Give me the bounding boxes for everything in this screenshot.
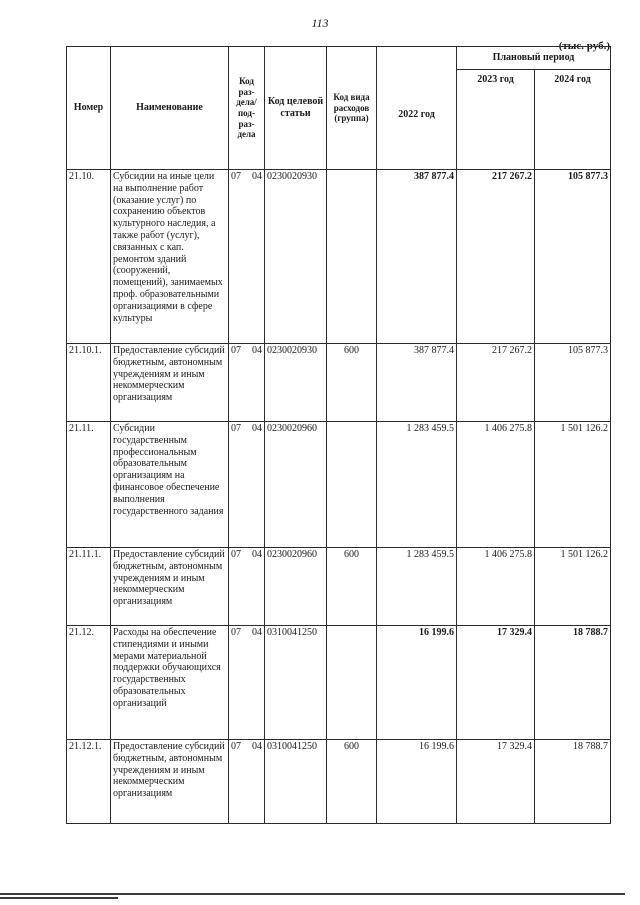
table-row xyxy=(67,626,611,740)
table-row xyxy=(67,548,611,626)
table-row xyxy=(67,344,611,422)
header-name: Наименование xyxy=(111,47,229,170)
row-2024: 18 788.7 xyxy=(535,626,611,740)
row-podrazdel: 04 xyxy=(252,741,262,752)
row-2022: 16 199.6 xyxy=(377,626,457,740)
row-2024: 105 877.3 xyxy=(535,344,611,422)
row-podrazdel: 04 xyxy=(252,345,262,356)
row-podrazdel: 04 xyxy=(252,549,262,560)
row-2023: 17 329.4 xyxy=(457,626,535,740)
row-csr: 0230020960 xyxy=(265,422,327,548)
row-2023: 1 406 275.8 xyxy=(457,422,535,548)
row-razdel: 07 xyxy=(231,171,241,182)
row-podrazdel: 04 xyxy=(252,423,262,434)
row-2022: 1 283 459.5 xyxy=(377,548,457,626)
row-razdel: 07 xyxy=(231,345,241,356)
table-row xyxy=(67,422,611,548)
row-name: Предоставление субсидий бюджетным, автономным учреждениям и иным некоммерческим организациям xyxy=(111,344,229,422)
row-name: Расходы на обеспечение стипендиями и иными мерами материальной поддержки обучающихся государственных образовательных организаций xyxy=(111,626,229,740)
row-2022: 387 877.4 xyxy=(377,170,457,344)
header-2024: 2024 год xyxy=(535,70,611,170)
row-2023: 17 329.4 xyxy=(457,740,535,824)
header-razdel: Код раз-дела/ под-раз-дела xyxy=(229,47,265,170)
header-2023: 2023 год xyxy=(457,70,535,170)
row-csr: 0310041250 xyxy=(265,740,327,824)
row-razdel: 07 xyxy=(231,549,241,560)
row-vid: 600 xyxy=(327,548,377,626)
row-podrazdel: 04 xyxy=(252,171,262,182)
row-number: 21.12. xyxy=(67,626,111,740)
budget-table xyxy=(66,46,611,824)
row-2023: 217 267.2 xyxy=(457,170,535,344)
row-razdel: 07 xyxy=(231,741,241,752)
row-number: 21.11.1. xyxy=(67,548,111,626)
row-2022: 387 877.4 xyxy=(377,344,457,422)
row-number: 21.12.1. xyxy=(67,740,111,824)
row-vid: 600 xyxy=(327,740,377,824)
row-vid xyxy=(327,626,377,740)
row-podrazdel: 04 xyxy=(252,627,262,638)
row-vid: 600 xyxy=(327,344,377,422)
row-2024: 1 501 126.2 xyxy=(535,422,611,548)
scan-edge-line xyxy=(0,897,118,899)
header-number: Номер xyxy=(67,47,111,170)
row-csr: 0230020930 xyxy=(265,170,327,344)
header-csr: Код целевой статьи xyxy=(265,47,327,170)
scan-edge-line xyxy=(0,893,625,895)
row-csr: 0310041250 xyxy=(265,626,327,740)
row-number: 21.10.1. xyxy=(67,344,111,422)
row-2023: 1 406 275.8 xyxy=(457,548,535,626)
table-row xyxy=(67,740,611,824)
header-vid: Код вида расходов (группа) xyxy=(327,47,377,170)
header-2022: 2022 год xyxy=(377,47,457,170)
units-label: (тыс. руб.) xyxy=(558,40,610,52)
row-2022: 16 199.6 xyxy=(377,740,457,824)
row-csr: 0230020960 xyxy=(265,548,327,626)
row-name: Субсидии на иные цели на выполнение работ (оказание услуг) по сохранению объектов культурного наследия, а также работ (услуг), связанных с кап. ремонтом зданий (сооружений, помещений), занимаемых проф. образовательными организациями в сфере культуры xyxy=(111,170,229,344)
row-2022: 1 283 459.5 xyxy=(377,422,457,548)
row-razdel: 07 xyxy=(231,423,241,434)
row-vid xyxy=(327,422,377,548)
row-number: 21.11. xyxy=(67,422,111,548)
row-2024: 1 501 126.2 xyxy=(535,548,611,626)
row-razdel: 07 xyxy=(231,627,241,638)
row-name: Предоставление субсидий бюджетным, автономным учреждениям и иным некоммерческим организациям xyxy=(111,548,229,626)
row-vid xyxy=(327,170,377,344)
table-row xyxy=(67,170,611,344)
row-csr: 0230020930 xyxy=(265,344,327,422)
row-2024: 18 788.7 xyxy=(535,740,611,824)
page-number: 113 xyxy=(311,16,329,30)
row-number: 21.10. xyxy=(67,170,111,344)
header-plan-period: Плановый период xyxy=(457,47,611,70)
row-2024: 105 877.3 xyxy=(535,170,611,344)
row-name: Предоставление субсидий бюджетным, автономным учреждениям и иным некоммерческим организациям xyxy=(111,740,229,824)
row-2023: 217 267.2 xyxy=(457,344,535,422)
row-name: Субсидии государственным профессиональным образовательным организациям на финансовое обеспечение выполнения государственного задания xyxy=(111,422,229,548)
